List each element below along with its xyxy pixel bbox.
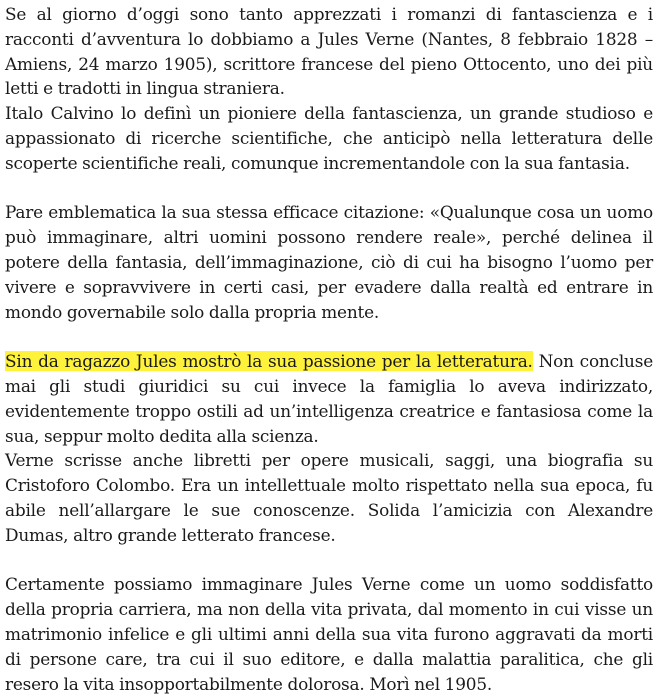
paragraph-life: Certamente possiamo immaginare Jules Verne come un uomo soddisfatto della propria carriera, ma non della vita privata, dal momento in cui visse un matrimonio infelice e gli ultimi anni della sua vita furono aggravati da morti di persone care, tra cui il suo editore, e dalla malattia paralitica, che gli resero la vita insopportabilmente dolorosa. Morì nel 1905.	[5, 574, 653, 694]
paragraph-youth-rest: Non concluse mai gli studi giuridici su cui invece la famiglia lo aveva indirizzato, evidentemente troppo ostili ad un’intelligenza creatrice e fantasiosa come la sua, seppur molto dedita alla scienza.	[5, 351, 653, 446]
paragraph-youth	[5, 349, 653, 448]
paragraph-works: Verne scrisse anche libretti per opere musicali, saggi, una biografia su Cristoforo Colombo. Era un intellettuale molto rispettato nella sua epoca, fu abile nell’allargare le sue conoscenze. Solida l’amicizia con Alexandre Dumas, altro grande letterato francese.	[5, 450, 653, 545]
paragraph-quote: Pare emblematica la sua stessa efficace citazione: «Qualunque cosa un uomo può immaginare, altri uomini possono rendere reale», perché delinea il potere della fantasia, dell’immaginazione, ciò di cui ha bisogno l’uomo per vivere e sopravvivere in certi casi, per evadere dalla realtà ed entrare in mondo governabile solo dalla propria mente.	[5, 202, 653, 322]
paragraph-spacer	[5, 548, 653, 573]
paragraph-spacer	[5, 176, 653, 201]
highlighted-sentence: Sin da ragazzo Jules mostrò la sua passione per la letteratura.	[5, 351, 533, 372]
paragraph-calvino: Italo Calvino lo definì un pioniere della fantascienza, un grande studioso e appassionato di ricerche scientifiche, che anticipò nella letteratura delle scoperte scientifiche reali, comunque incrementandole con la sua fantasia.	[5, 103, 653, 173]
paragraph-spacer	[5, 324, 653, 349]
paragraph-intro: Se al giorno d’oggi sono tanto apprezzati i romanzi di fantascienza e i racconti d’avventura lo dobbiamo a Jules Verne (Nantes, 8 febbraio 1828 – Amiens, 24 marzo 1905), scrittore francese del pieno Ottocento, uno dei più letti e tradotti in lingua straniera.	[5, 4, 653, 99]
